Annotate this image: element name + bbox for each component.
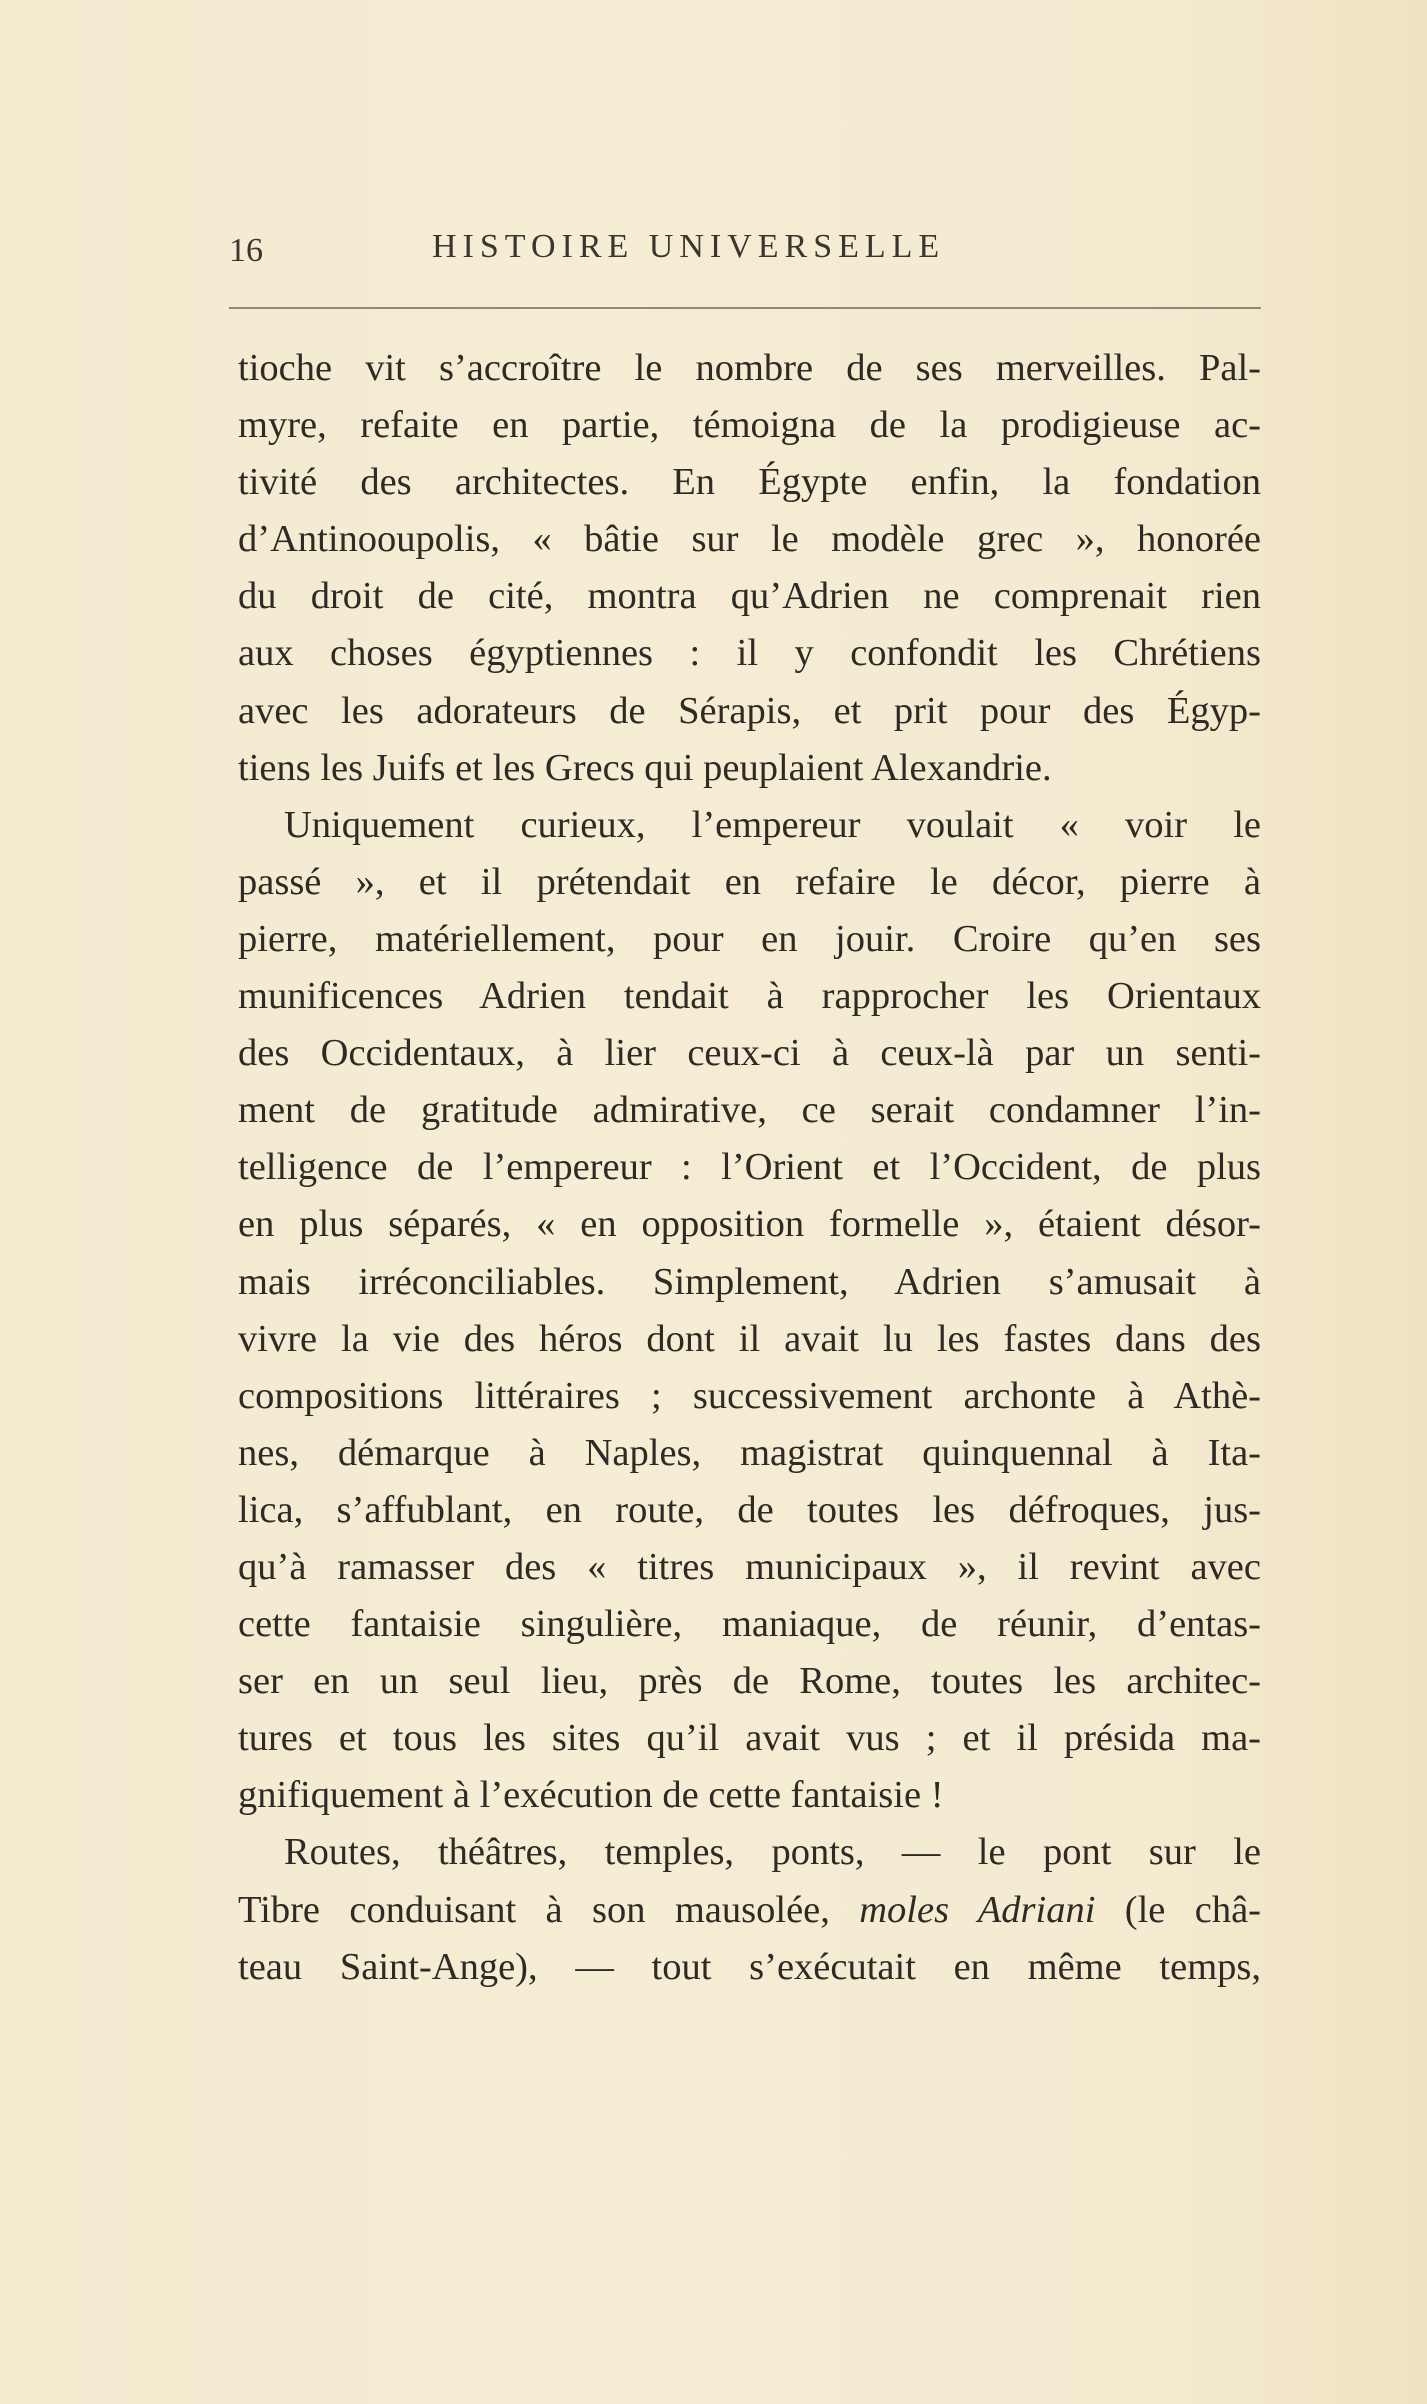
text-line: Uniquement curieux, l’empereur voulait « voir le [284, 803, 1261, 846]
text-line: passé », et il prétendait en refaire le décor, pierre à [238, 860, 1261, 903]
text-line: en plus séparés, « en opposition formelle », étaient désor- [238, 1203, 1261, 1246]
text-line: telligence de l’empereur : l’Orient et l’Occident, de plus [238, 1146, 1261, 1189]
text-line: ser en un seul lieu, près de Rome, toutes les architec- [238, 1660, 1261, 1703]
header-rule [229, 307, 1261, 309]
text-line: teau Saint-Ange), — tout s’exécutait en même temps, [238, 1945, 1261, 1988]
text-line: compositions littéraires ; successivement archonte à Athè- [238, 1374, 1261, 1417]
text-line: avec les adorateurs de Sérapis, et prit pour des Égyp- [238, 689, 1261, 732]
text-line: pierre, matériellement, pour en jouir. Croire qu’en ses [238, 917, 1261, 960]
text-line: tures et tous les sites qu’il avait vus ; et il présida ma- [238, 1717, 1261, 1760]
text-line: lica, s’affublant, en route, de toutes les défroques, jus- [238, 1488, 1261, 1531]
text-line: d’Antinooupolis, « bâtie sur le modèle grec », honorée [238, 518, 1261, 561]
text-line: aux choses égyptiennes : il y confondit les Chrétiens [238, 632, 1261, 675]
text-line: gnifiquement à l’exécution de cette fantaisie ! [238, 1774, 944, 1817]
text-fragment: Tibre conduisant à son mausolée, [238, 1888, 860, 1931]
text-line-with-italic [238, 1882, 1261, 1939]
italic-term: moles Adriani [859, 1888, 1096, 1931]
page-number: 16 [229, 232, 263, 269]
text-line: nes, démarque à Naples, magistrat quinquennal à Ita- [238, 1431, 1261, 1474]
text-line: ment de gratitude admirative, ce serait condamner l’in- [238, 1089, 1261, 1132]
text-line: Routes, théâtres, temples, ponts, — le pont sur le [284, 1831, 1261, 1874]
text-line: du droit de cité, montra qu’Adrien ne comprenait rien [238, 575, 1261, 618]
text-fragment: (le châ- [1095, 1888, 1261, 1931]
text-line: tioche vit s’accroître le nombre de ses merveilles. Pal- [238, 347, 1261, 389]
running-head [229, 228, 1261, 280]
text-line: vivre la vie des héros dont il avait lu les fastes dans des [238, 1317, 1261, 1360]
text-line: tivité des architectes. En Égypte enfin, la fondation [238, 461, 1261, 504]
text-line: des Occidentaux, à lier ceux-ci à ceux-là par un senti- [238, 1032, 1261, 1075]
body-text [238, 340, 1261, 1996]
running-title: HISTOIRE UNIVERSELLE [432, 228, 946, 265]
text-line: munificences Adrien tendait à rapprocher les Orientaux [238, 975, 1261, 1018]
text-line: qu’à ramasser des « titres municipaux », il revint avec [238, 1545, 1261, 1588]
text-line: mais irréconciliables. Simplement, Adrien s’amusait à [238, 1260, 1261, 1303]
text-line: tiens les Juifs et les Grecs qui peuplaient Alexandrie. [238, 746, 1052, 789]
text-line: cette fantaisie singulière, maniaque, de réunir, d’entas- [238, 1603, 1261, 1646]
text-line: myre, refaite en partie, témoigna de la prodigieuse ac- [238, 404, 1261, 447]
